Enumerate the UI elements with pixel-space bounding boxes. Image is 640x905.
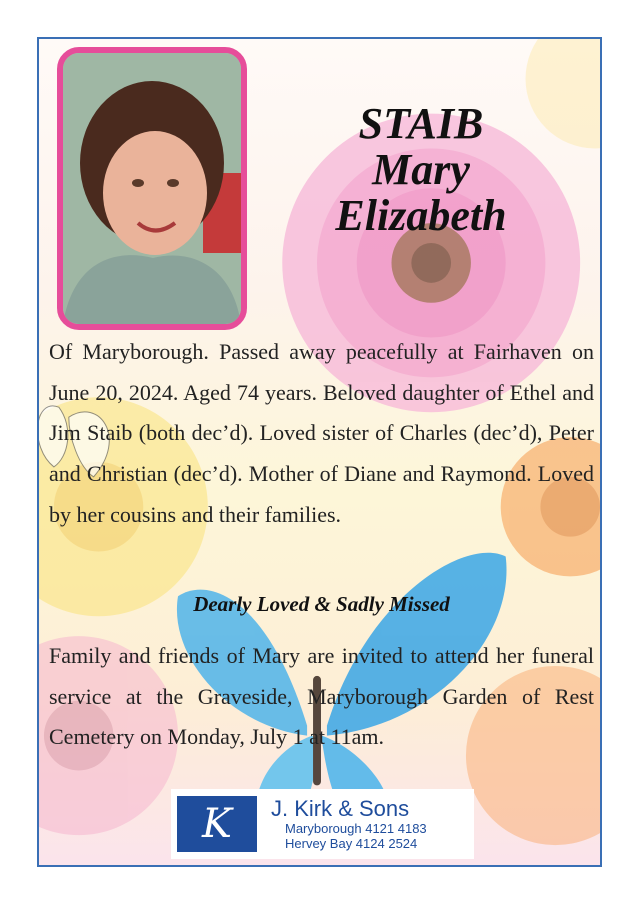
- notice-paragraph-funeral: Family and friends of Mary are invited to attend her funeral service at the Graveside, Maryborough Garden of Rest Cemetery on Monday, July 1 at 11am.: [49, 643, 594, 750]
- kirk-logo-icon: K: [177, 796, 257, 852]
- portrait-icon: [63, 53, 241, 324]
- death-notice-card: [37, 37, 602, 867]
- middle-name: Elizabeth: [335, 191, 507, 240]
- funeral-director-logo: [171, 789, 474, 859]
- funeral-director-details: [271, 797, 427, 851]
- phone-hervey-bay: Hervey Bay 4124 2524: [285, 836, 418, 851]
- portrait-photo: [57, 47, 247, 330]
- tagline: Dearly Loved & Sadly Missed: [193, 592, 450, 616]
- surname: STAIB: [358, 99, 484, 148]
- notice-paragraph-death: Of Maryborough. Passed away peacefully at Fairhaven on June 20, 2024. Aged 74 years. Beloved daughter of Ethel and Jim Staib (both dec’d). Loved sister of Charles (dec’d), Peter and Christian (dec’d). Mother of Diane and Raymond. Loved by her cousins and their families.: [49, 339, 594, 527]
- first-name: Mary: [372, 145, 470, 194]
- deceased-name: [271, 101, 571, 239]
- phone-maryborough: Maryborough 4121 4183: [285, 821, 427, 836]
- funeral-director-name: J. Kirk & Sons: [271, 796, 410, 821]
